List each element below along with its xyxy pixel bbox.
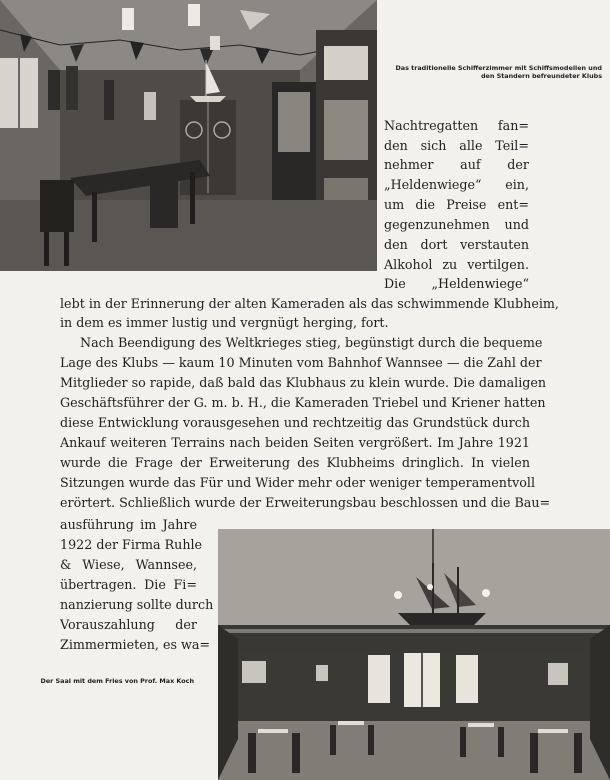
text-line: in dem es immer lustig und vergnügt herging, fort. [60,315,389,330]
skipper-room-photo [0,0,377,271]
text-line: Nachtregatten fan= [384,118,529,133]
text-line: Geschäftsführer der G. m. b. H., die Kameraden Triebel und Kriener hatten [60,395,546,410]
text-line: Nach Beendigung des Weltkrieges stieg, begünstigt durch die bequeme [80,335,543,350]
text-line: den dort verstauten [384,237,529,252]
hall-photo [218,529,610,780]
text-line: Mitglieder so rapide, daß bald das Klubhaus zu klein wurde. Die damaligen [60,375,547,390]
text-line: Alkohol zu vertilgen. [384,257,529,272]
text-line: Sitzungen wurde das Für und Wider mehr oder weniger temperamentvoll [60,475,536,490]
text-line: Ankauf weiteren Terrains nach beiden Seiten vergrößert. Im Jahre 1921 [60,435,530,450]
text-line: ausführung im Jahre [60,517,197,532]
text-line: 1922 der Firma Ruhle [60,537,203,552]
text-line: um die Preise ent= [384,197,529,212]
text-line: den sich alle Teil= [384,138,529,153]
text-line: nehmer auf der [384,157,529,172]
text-line: Vorauszahlung der [60,617,197,632]
text-line: diese Entwicklung vorausgesehen und rechtzeitig das Grundstück durch [60,415,530,430]
bottom-photo-caption: Der Saal mit dem Fries von Prof. Max Koch [40,677,194,685]
text-line: erörtert. Schließlich wurde der Erweiterungsbau beschlossen und die Bau= [60,495,551,510]
text-line: gegenzunehmen und [384,217,529,232]
top-photo-caption: Das traditionelle Schifferzimmer mit Schiffsmodellen und den Standern befreundeter Klubs [395,64,602,80]
text-line: lebt in der Erinnerung der alten Kameraden als das schwimmende Klubheim, [60,296,559,311]
text-line: Zimmermieten, es wa= [60,637,211,652]
text-line: „Heldenwiege“ ein, [384,177,529,192]
text-line: wurde die Frage der Erweiterung des Klubheims dringlich. In vielen [60,455,530,470]
hall-illustration [218,529,610,780]
text-line: übertragen. Die Fi= [60,577,197,592]
text-line: nanzierung sollte durch [60,597,214,612]
skipper-room-illustration [0,0,377,271]
text-line: Lage des Klubs — kaum 10 Minuten vom Bahnhof Wannsee — die Zahl der [60,355,542,370]
text-line: & Wiese, Wannsee, [60,557,197,572]
text-line: Die „Heldenwiege“ [384,276,529,291]
